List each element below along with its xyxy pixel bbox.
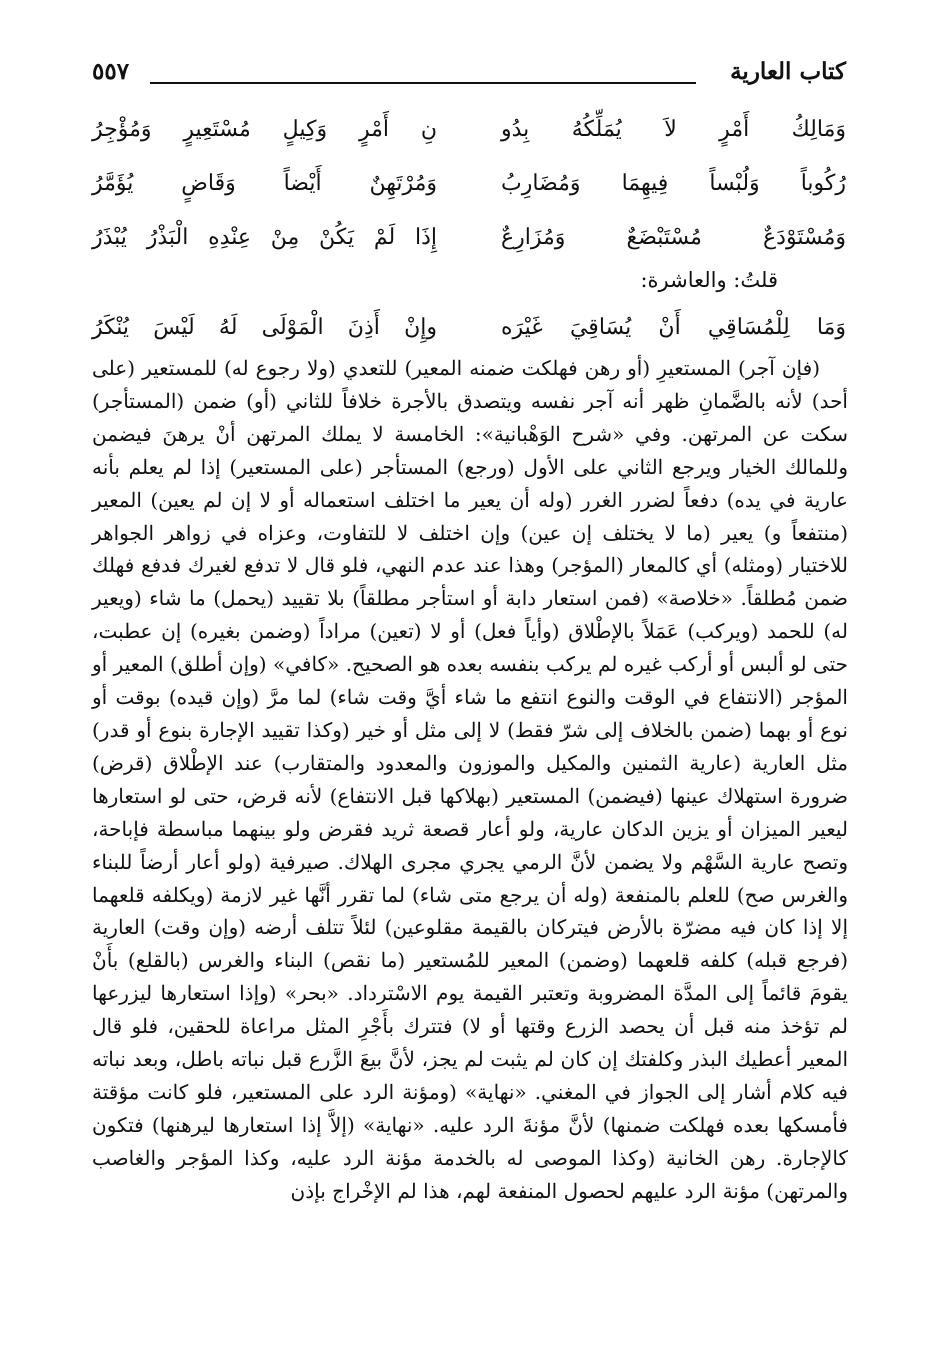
header-rule [150,82,696,84]
page-header [92,58,846,98]
chapter-title: كتاب العارية [730,58,846,85]
page-number: ٥٥٧ [92,58,130,85]
poem-block [92,110,846,272]
poem-verse [92,218,846,272]
commentary-paragraph [92,352,848,1208]
verse-first-hemistich: رُكُوباً وَلُبْساً فِيهِمَا وَمُضَارِبُ [501,171,846,196]
poem-verse [92,110,846,164]
verse-second-hemistich: نِ أَمْرٍ وَكِيلٍ مُسْتَعِيرٍ وَمُؤْجِرُ [92,117,437,142]
verse-second-hemistich: وإِنْ أَذِنَ الْمَوْلَى لَهُ لَيْسَ يُنْكَرُ [92,315,437,340]
verse-first-hemistich: وَمَالِكُ أَمْرٍ لاَ يُمَلِّكُهُ بِدُو [501,117,846,142]
verse-second-hemistich: وَمُرْتَهِنٌ أَيْضاً وَقَاضٍ يُؤَمَّرُ [92,171,437,196]
commentary-body: (فإن آجر) المستعيرِ (أو رهن فهلكت ضمنه المعير) للتعدي (ولا رجوع له) للمستعير (على أحد) لأنه بالضَّمانِ ظهر أنه آجر نفسه ويتصدق بالأجرة خلافاً للثاني (أو) ضمن (المستأجر) سكت عن المرتهن. وفي «شرح الوَهْبانية»: الخامسة لا يملك المرتهن أنْ يرهنَ فيضمن وللمالك الخيار ويرجع الثاني على الأول (ورجع) المستأجر (على المستعير) إذا لم يعلم بأنه عارية في يده) دفعاً لضرر الغرر (وله أن يعير ما اختلف استعماله أو لا إن لم يعين) المعير (منتفعاً و) يعير (ما لا يختلف إن عين) وإن اختلف لا للتفاوت، وعزاه في زواهر الجواهر للاختيار (ومثله) أي كالمعار (المؤجر) وهذا عند عدم النهي، فلو قال لا تدفع لغيرك فدفع فهلك ضمن مُطلقاً. «خلاصة» (فمن استعار دابة أو استأجر مطلقاً) بلا تقييد (يحمل) ما شاء (ويعير له) للحمد (ويركب) عَمَلاً بالإطْلاق (وأياً فعل) أو لا (تعين) مراداً (وضمن بغيره) إن عطبت، حتى لو ألبس أو أركب غيره لم يركب بنفسه بعده هو الصحيح. «كافي» (وإن أطلق) المعير أو المؤجر (الانتفاع في الوقت والنوع انتفع ما شاء أيَّ وقت شاء) لما مرَّ (وإن قيده) بوقت أو نوع أو بهما (ضمن بالخلاف إلى شرّ فقط) لا إلى مثل أو خير (وكذا تقييد الإجارة بنوع أو قدر) مثل العارية (عارية الثمنين والمكيل والموزون والمعدود والمتقارب) عند الإطْلاق (قرض) ضرورة استهلاك عينها (فيضمن) المستعير (بهلاكها قبل الانتفاع) لأنه قرض، حتى لو استعارها ليعير الميزان أو يزين الدكان عارية، ولو أعار قصعة ثريد فقرض ولو بينهما مباسطة فإباحة، وتصح عارية السَّهْم ولا يضمن لأنَّ الرمي يجري مجرى الهلاك. صيرفية (ولو أعار أرضاً للبناء والغرس صح) للعلم بالمنفعة (وله أن يرجع متى شاء) لما تقرر أنَّها غير لازمة (ويكلفه قلعهما إلا إذا كان فيه مضرّة بالأرض فيتركان بالقيمة مقلوعين) لئلاً تتلف أرضه (وإن وقت) العارية (فرجع قبله) كلفه قلعهما (وضمن) المعير للمُستعير (ما نقص) البناء والغرس (بالقلع) بأَنْ يقومَ قائماً إلى المدَّة المضروبة وتعتبر القيمة يوم الاسْترداد. «بحر» (وإذا استعارها ليزرعها لم تؤخذ منه قبل أن يحصد الزرع وقتها أو لا) فتترك بأَجْرِ المثل مراعاة للحقين، فلو قال المعير أعطيك البذر وكلفتك إن كان لم يثبت لم يجز، لأنَّ بيعَ الزَّرع قبل نباته باطل، وبعد نباته فيه كلام أشار إلى الجواز في المغني. «نهاية» (ومؤنة الرد على المستعير، فلو كانت مؤقتة فأمسكها بعده فهلكت ضمنها) لأنَّ مؤنةَ الرد عليه. «نهاية» (إلاَّ إذا استعارها ليرهنها) فتكون كالإجارة. رهن الخانية (وكذا الموصى له بالخدمة مؤنة الرد عليه، وكذا المؤجر والغاصب والمرتهن) مؤنة الرد عليهم لحصول المنفعة لهم، هذا لم الإخْراج بإذن [92,356,849,1203]
author-note: قلتُ: والعاشرة: [640,268,778,292]
verse-first-hemistich: وَمَا لِلْمُسَاقِي أَنْ يُسَاقِيَ غَيْرَه [501,315,846,340]
verse-first-hemistich: وَمُسْتَوْدَعٌ مُسْتَبْضَعٌ وَمُزَارِعٌ [501,225,846,250]
poem-verse [92,164,846,218]
commentary-text [92,352,848,1208]
verse-second-hemistich: إِذَا لَمْ يَكُنْ مِنْ عِنْدِهِ الْبَذْرُ يُبْذَرُ [92,225,437,250]
